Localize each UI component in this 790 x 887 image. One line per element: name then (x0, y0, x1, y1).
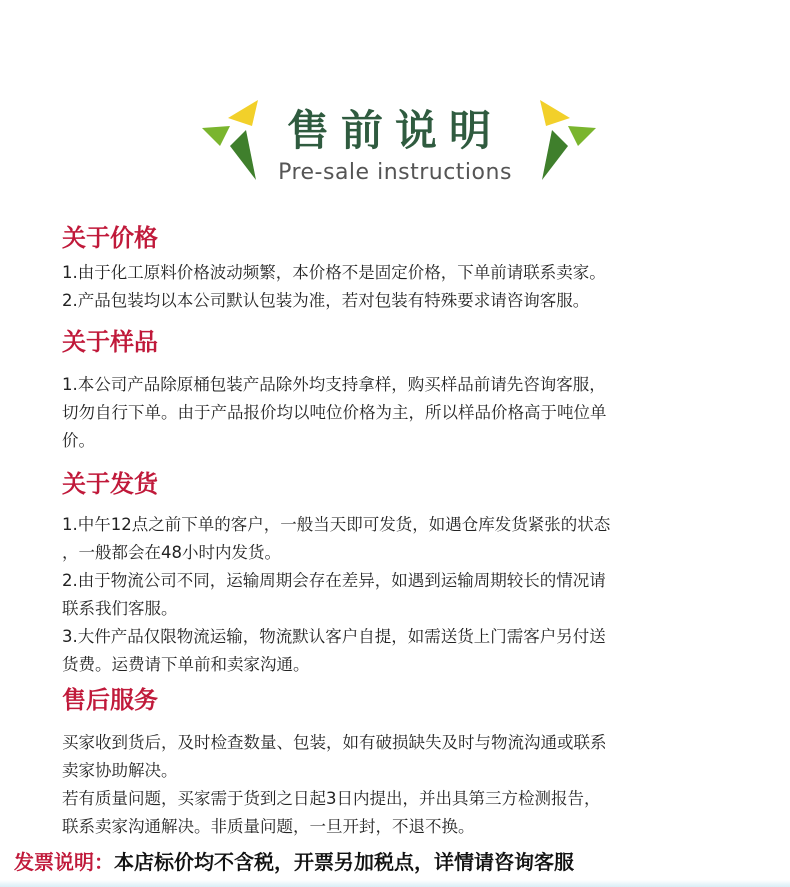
section-body (62, 729, 762, 841)
leaf-decoration-right-icon (528, 88, 598, 183)
section-line: 联系我们客服。 (62, 599, 178, 618)
invoice-text: 本店标价均不含税，开票另加税点，详情请咨询客服 (114, 850, 574, 874)
section-line: 3.大件产品仅限物流运输，物流默认客户自提，如需送货上门需客户另付送 (62, 627, 606, 646)
section-line: 2.由于物流公司不同，运输周期会存在差异，如遇到运输周期较长的情况请 (62, 571, 606, 590)
section-line: 联系卖家沟通解决。非质量问题，一旦开封，不退不换。 (62, 817, 475, 836)
section-line: 若有质量问题，买家需于货到之日起3日内提出，并出具第三方检测报告， (62, 789, 601, 808)
page-title: 售前说明 (286, 106, 503, 155)
section-shipping (62, 464, 762, 679)
section-body (62, 511, 762, 679)
section-title: 关于发货 (62, 470, 158, 498)
section-line: 货费。运费请下单前和卖家沟通。 (62, 655, 310, 674)
section-title: 售后服务 (62, 686, 158, 714)
section-price (62, 218, 762, 315)
header (0, 88, 790, 198)
section-title: 关于样品 (62, 328, 158, 356)
section-line: 1.中午12点之前下单的客户，一般当天即可发货，如遇仓库发货紧张的状态 (62, 515, 611, 534)
section-line: 1.由于化工原料价格波动频繁，本价格不是固定价格，下单前请联系卖家。 (62, 263, 606, 282)
section-body (62, 371, 762, 455)
page-subtitle: Pre-sale instructions (278, 160, 512, 185)
section-line: ，一般都会在48小时内发货。 (62, 543, 281, 562)
section-title: 关于价格 (62, 224, 158, 252)
section-line: 卖家协助解决。 (62, 761, 178, 780)
section-line: 切勿自行下单。由于产品报价均以吨位价格为主，所以样品价格高于吨位单 (62, 403, 607, 422)
section-line: 买家收到货后，及时检查数量、包装，如有破损缺失及时与物流沟通或联系 (62, 733, 607, 752)
section-line: 价。 (62, 431, 95, 450)
section-after-sales (62, 680, 762, 841)
invoice-note (14, 846, 784, 875)
bottom-divider (0, 880, 790, 887)
section-line: 1.本公司产品除原桶包装产品除外均支持拿样，购买样品前请先咨询客服， (62, 375, 606, 394)
invoice-label: 发票说明： (14, 850, 114, 874)
section-line: 2.产品包装均以本公司默认包装为准，若对包装有特殊要求请咨询客服。 (62, 291, 590, 310)
section-sample (62, 322, 762, 455)
section-body (62, 259, 762, 315)
